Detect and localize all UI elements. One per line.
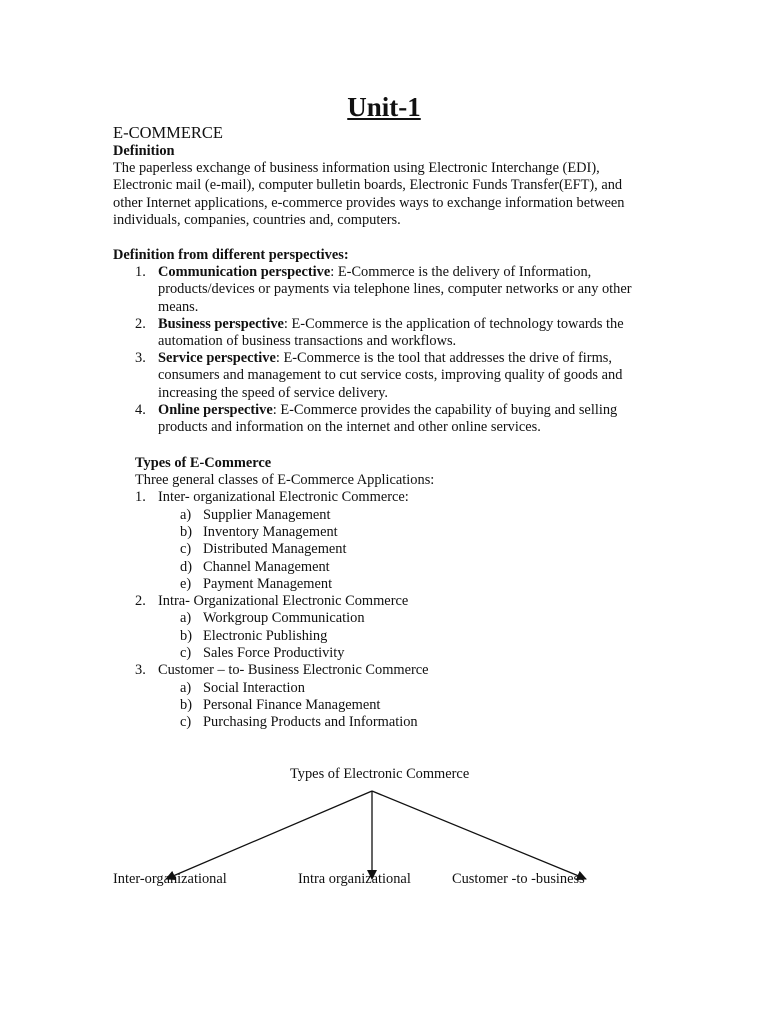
arrow-to-customer (372, 791, 586, 879)
sub-label: Purchasing Products and Information (203, 714, 418, 730)
sub-label: Channel Management (203, 559, 330, 575)
sub-label: Workgroup Communication (203, 610, 365, 626)
list-number: 1. (135, 489, 146, 505)
perspective-text: increasing the speed of service delivery. (158, 384, 389, 401)
definition-line: other Internet applications, e-commerce provides ways to exchange information between (113, 194, 625, 211)
perspective-text: : E-Commerce is the tool that addresses the drive of firms, (275, 350, 612, 366)
sub-number: c) (180, 541, 192, 557)
perspectives-heading: Definition from different perspectives: (113, 247, 349, 263)
perspective-term: Service perspective (158, 350, 276, 366)
sub-label: Supplier Management (203, 507, 331, 523)
definition-heading: Definition (113, 143, 175, 159)
sub-number: d) (180, 559, 192, 575)
definition-line: Electronic mail (e-mail), computer bulletin boards, Electronic Funds Transfer(EFT), and (113, 177, 623, 194)
sub-label: Inventory Management (203, 524, 338, 540)
perspective-text: : E-Commerce is the application of technology towards the (283, 316, 624, 332)
sub-label: Distributed Management (203, 541, 347, 557)
class-label: Inter- organizational Electronic Commerce: (158, 489, 409, 505)
sub-label: Personal Finance Management (203, 697, 381, 713)
perspective-term: Communication perspective (158, 264, 331, 280)
sub-number: a) (180, 507, 192, 523)
perspective-text: : E-Commerce provides the capability of buying and selling (272, 402, 618, 418)
class-label: Intra- Organizational Electronic Commerce (158, 593, 409, 609)
list-number: 2. (135, 593, 146, 609)
sub-label: Social Interaction (203, 680, 305, 696)
list-number: 3. (135, 350, 146, 366)
perspective-text: means. (158, 298, 199, 315)
sub-number: b) (180, 697, 192, 713)
sub-number: c) (180, 714, 192, 730)
types-heading: Types of E-Commerce (135, 455, 272, 471)
types-intro: Three general classes of E-Commerce Applications: (135, 472, 435, 488)
sub-number: a) (180, 610, 192, 626)
sub-number: e) (180, 576, 192, 592)
diagram-root-label: Types of Electronic Commerce (290, 766, 470, 782)
perspective-text: products/devices or payments via telephone lines, computer networks or any other (158, 281, 632, 298)
diagram-child-label: Inter-organizational (113, 871, 227, 887)
sub-number: b) (180, 524, 192, 540)
list-number: 2. (135, 316, 146, 332)
arrow-to-inter (166, 791, 372, 879)
definition-line: The paperless exchange of business information using Electronic Interchange (EDI), (113, 160, 600, 176)
list-number: 1. (135, 264, 146, 280)
perspective-text: products and information on the internet and other online services. (158, 419, 541, 436)
diagram-child-label: Customer -to -business (452, 871, 585, 887)
section-heading: E-COMMERCE (113, 123, 224, 142)
perspective-text: automation of business transactions and workflows. (158, 333, 457, 350)
sub-label: Sales Force Productivity (203, 645, 345, 661)
sub-number: c) (180, 645, 192, 661)
perspective-text: : E-Commerce is the delivery of Information, (330, 264, 592, 280)
diagram-child-label: Intra organizational (298, 871, 411, 887)
perspective-term: Business perspective (158, 316, 284, 332)
list-number: 4. (135, 402, 146, 418)
sub-label: Payment Management (203, 576, 333, 592)
sub-number: a) (180, 680, 192, 696)
sub-label: Electronic Publishing (203, 628, 328, 644)
definition-line: individuals, companies, countries and, computers. (113, 211, 401, 228)
class-label: Customer – to- Business Electronic Commerce (158, 662, 429, 678)
sub-number: b) (180, 628, 192, 644)
perspective-term: Online perspective (158, 402, 273, 418)
list-number: 3. (135, 662, 146, 678)
perspective-text: consumers and management to cut service costs, improving quality of goods and (158, 367, 623, 384)
page-title: Unit-1 (347, 92, 421, 122)
